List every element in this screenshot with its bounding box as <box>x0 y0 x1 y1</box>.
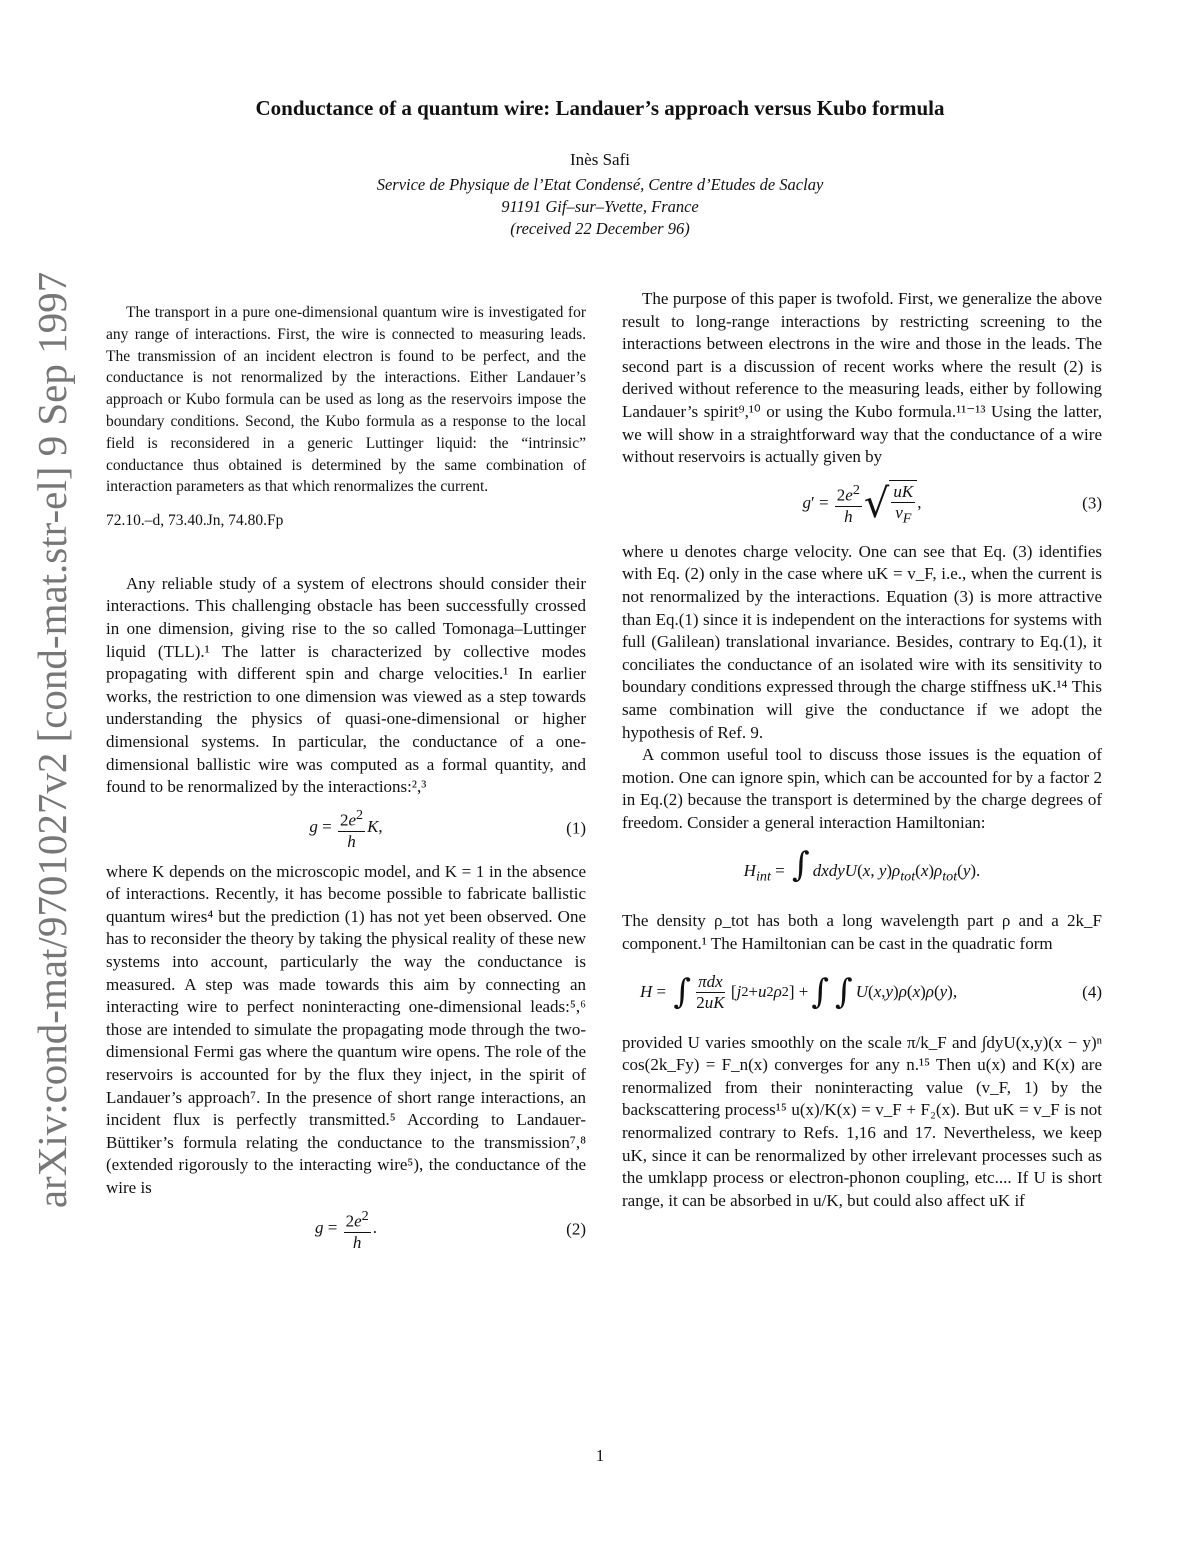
equation-4-number: (4) <box>1082 982 1102 1002</box>
arxiv-identifier: arXiv:cond-mat/9701027v2 [cond-mat.str-el] 9 Sep 1997 <box>29 271 75 1209</box>
paper-title: Conductance of a quantum wire: Landauer’s approach versus Kubo formula <box>255 96 945 120</box>
equation-3-number: (3) <box>1082 493 1102 513</box>
pacs-codes: 72.10.–d, 73.40.Jn, 74.80.Fp <box>106 512 284 530</box>
equation-3: g ′ = $\frac{2e^2}{h}$ √ $\frac{uK}{v_F}$ , (3) <box>802 480 1102 527</box>
equation-4: H = ∫ $\frac{\text{πdx}}{2uK}$ [ j 2 + u 2 ρ 2 ] + ∫ ∫ U ( x , y ) ρ ( x ) ρ ( y ), (4) <box>640 972 1102 1013</box>
abstract: The transport in a pure one-dimensional quantum wire is investigated for any range of interactions. First, the wire is connected to measuring leads. The transmission of an incident electron is found to be perfect, and the conductance is not renormalized by the interactions. Either Landauer’s approach or Kubo formula can be used as long as the reservoirs impose the boundary conditions. Second, the Kubo formula as a response to the local field is reconsidered in a generic Luttinger liquid: the “intrinsic” conductance thus obtained is determined by the same combination of interaction parameters as that which renormalizes the current. <box>106 304 586 496</box>
equation-1: g = $\frac{2e^2}{h}$ K, (1) <box>309 807 586 852</box>
equation-2: g = $\frac{2e^2}{h}$ . (2) <box>315 1208 586 1252</box>
received-date: (received 22 December 96) <box>510 219 690 238</box>
interaction-hamiltonian: $H_{int}$ = ∫ dxdyU(x, $y)\rho_{tot}(x)\rho_{tot}(y)$. <box>743 845 981 886</box>
author-name: Inès Safi <box>570 150 630 169</box>
right-column <box>622 288 1102 1212</box>
affiliation-line-2: 91191 Gif–sur–Yvette, France <box>501 197 699 216</box>
equation-of-motion-paragraph: A common useful tool to discuss those issues is the equation of motion. One can ignore spin, which can be accounted for by a factor 2 in Eq.(2) because the transport is determined by the charge degrees of freedom. Consider a general interaction Hamiltonian: <box>622 745 1102 832</box>
page-number: 1 <box>595 1446 605 1465</box>
left-column <box>106 302 586 1262</box>
discussion-paragraph: where u denotes charge velocity. One can see that Eq. (3) identifies with Eq. (2) only in the case where uK = v_F, i.e., when the current is not renormalized by the interactions. Equation (3) is more attractive than Eq.(1) since it is independent on the interactions for systems with full (Galilean) translational invariance. Besides, contrary to Eq.(1), it conciliates the conductance of an isolated wire with its sensitivity to boundary conditions expressed through the charge stiffness uK.¹⁴ This same combination will give the conductance if we adopt the hypothesis of Ref. 9. <box>622 541 1102 742</box>
density-paragraph: The density ρ_tot has both a long wavelength part ρ and a 2k_F component.¹ The Hamiltonian can be cast in the quadratic form <box>622 911 1102 954</box>
intro-paragraph-1: Any reliable study of a system of electrons should consider their interactions. This challenging obstacle has been successfully crossed in one dimension, giving rise to the so called Tomonaga–Luttinger liquid (TLL).¹ The latter is characterized by collective modes propagating with different spin and charge velocities.¹ In earlier works, the restriction to one dimension was viewed as a step towards understanding the physics of quasi-one-dimensional or higher dimensional systems. In particular, the conductance of a one-dimensional ballistic wire was computed as a formal quantity, and found to be renormalized by the interactions:²,³ <box>106 573 586 797</box>
affiliation-line-1: Service de Physique de l’Etat Condensé, Centre d’Etudes de Saclay <box>376 175 824 194</box>
equation-1-number: (1) <box>566 818 586 838</box>
renormalization-paragraph: provided U varies smoothly on the scale π/k_F and ∫dyU(x,y)(x − y)ⁿ cos(2k_Fy) = F_n(x) converges for any n.¹⁵ Then u(x) and K(x) are renormalized from their noninteracting value (v_F, 1) by the backscattering process¹⁵ u(x)/K(x) = v_F + F₂(x). But uK = v_F is not renormalized contrary to Refs. 1,16 and 17. Nevertheless, we keep uK, since it can be renormalized by other irrelevant processes such as the umklapp process or electron-phonon coupling, etc.... If U is short range, it can be absorbed in u/K, but could also affect uK if <box>622 1032 1102 1210</box>
arxiv-sidebar-stamp <box>22 271 82 1209</box>
equation-2-number: (2) <box>566 1219 586 1239</box>
intro-paragraph-2: where K depends on the microscopic model, and K = 1 in the absence of interactions. Recently, it has become possible to fabricate ballistic quantum wires⁴ but the prediction (1) has not yet been observed. One has to reconsider the theory by taking the physical reality of these new systems into account, particularly the way the conductance is measured. A step was made towards this aim by connecting an interacting wire to perfect noninteracting one-dimensional leads:⁵,⁶ those are intended to simulate the propagating mode through the two-dimensional Fermi gas where the quantum wire opens. The role of the reservoirs is accounted for by the flux they inject, in the spirit of Landauer’s approach⁷. In the presence of short range interactions, an incident flux is perfectly transmitted.⁵ According to Landauer-Büttiker’s formula relating the conductance to the transmission⁷,⁸ (extended rigorously to the interacting wire⁵), the conductance of the wire is <box>106 861 586 1198</box>
purpose-paragraph: The purpose of this paper is twofold. First, we generalize the above result to long-range interactions by restricting screening to the interactions between electrons in the wire and those in the leads. The second part is a discussion of recent works where the result (2) is derived without reference to the measuring leads, either by following Landauer’s spirit⁹,¹⁰ or using the Kubo formula.¹¹⁻¹³ Using the latter, we will show in a straightforward way that the conductance of a wire without reservoirs is actually given by <box>622 289 1102 467</box>
